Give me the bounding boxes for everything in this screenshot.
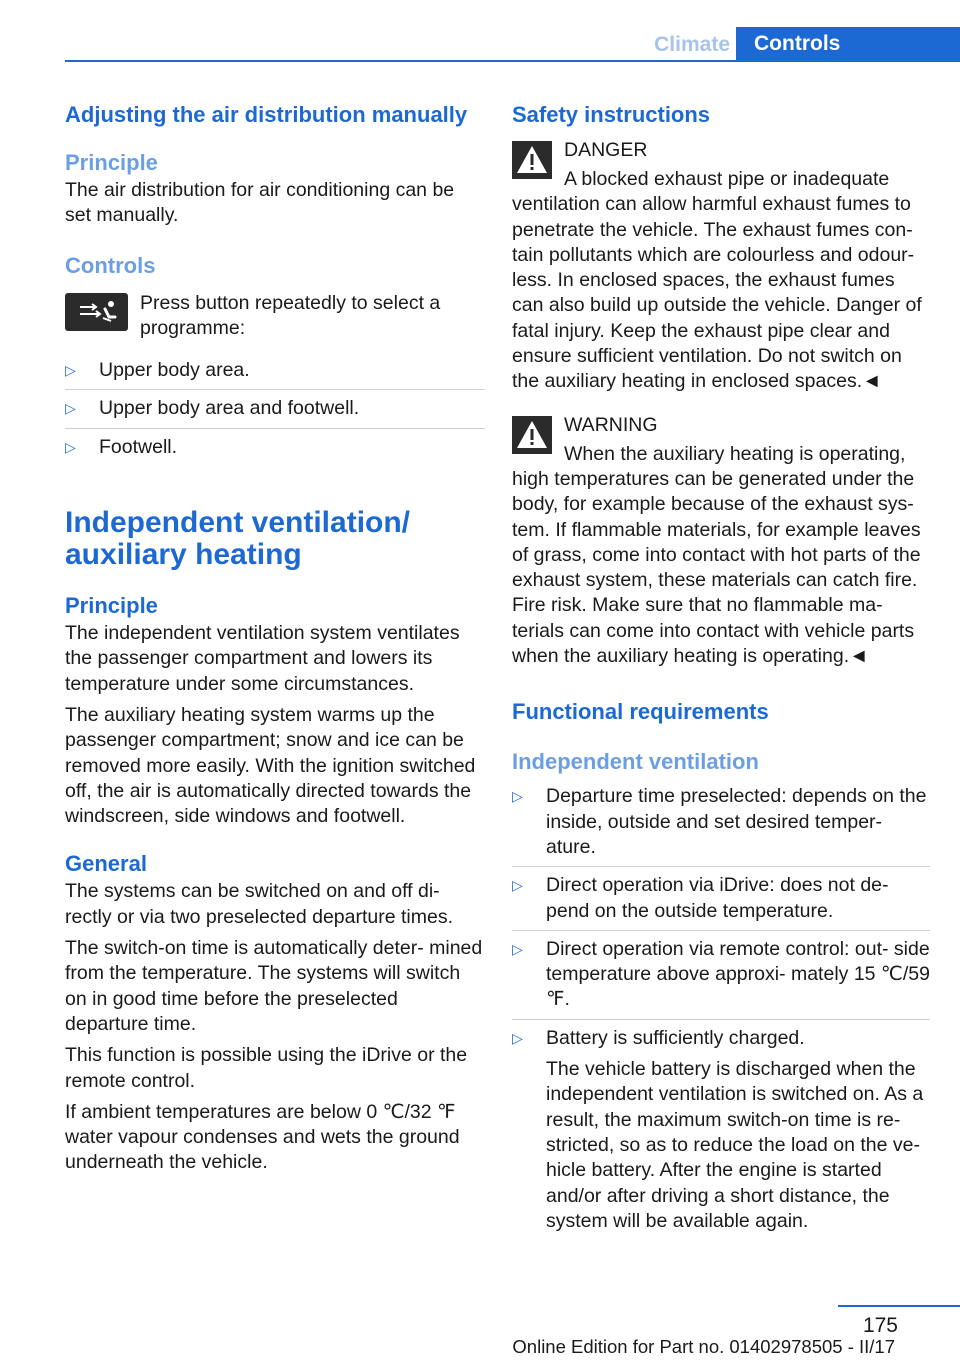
list-item: ▷ Footwell. [65, 428, 485, 463]
bullet-icon: ▷ [65, 438, 76, 455]
general-paragraph-1: The systems can be switched on and off di‐ rectly or via two preselected departure times. [65, 880, 454, 928]
left-column [65, 100, 485, 1176]
tab-controls[interactable]: Controls [736, 27, 960, 62]
battery-note: The vehicle battery is discharged when the independent ventilation is switched on. As a result, the maximum switch-on time is re‐ stricted, so as to reduce the load on the ve‐ hicle battery. After the engine is started and/or after driving a short distance, the system will be available again. [546, 1058, 924, 1232]
controls-heading: Controls [65, 252, 156, 278]
warning-label: WARNING [564, 413, 658, 436]
general-paragraph-4: If ambient temperatures are below 0 ℃/32 ℉ water vapour condenses and wets the ground underneath the vehicle. [65, 1100, 460, 1174]
general-paragraph-2: The switch-on time is automatically deter‐ mined from the temperature. The systems will switch on in good time before the preselected departure time. [65, 937, 483, 1035]
general-paragraph-3: This function is possible using the iDrive or the remote control. [65, 1044, 468, 1092]
section-title-manual-distribution: Adjusting the air distribution manually [65, 102, 468, 127]
air-distribution-icon [75, 299, 119, 325]
bullet-icon: ▷ [512, 1029, 523, 1046]
principle2-paragraph-1: The independent ventilation system ventilates the passenger compartment and lowers its temperature under some circumstances. [65, 622, 460, 695]
list-item: ▷ Departure time preselected: depends on the inside, outside and set desired temper‐ ature. [512, 781, 930, 863]
bullet-icon: ▷ [512, 877, 523, 894]
list-item: ▷ Direct operation via remote control: out‐ side temperature above approxi‐ mately 15 ℃/59 ℉. [512, 930, 930, 1016]
chapter-title: Independent ventilation/ auxiliary heating [65, 506, 411, 572]
edition-footer: Online Edition for Part no. 01402978505 - II/17 [512, 1336, 895, 1357]
principle-text: The air distribution for air conditioning can be set manually. [65, 179, 455, 227]
list-item: ▷ Direct operation via iDrive: does not de‐ pend on the outside temperature. [512, 866, 930, 927]
general-heading: General [65, 851, 147, 877]
programme-list [65, 355, 485, 463]
footer-rule [838, 1305, 960, 1307]
bullet-icon: ▷ [512, 788, 523, 805]
page-header [65, 0, 960, 62]
safety-heading: Safety instructions [512, 102, 711, 127]
list-item [512, 1019, 930, 1237]
controls-row [65, 291, 485, 342]
air-distribution-button [65, 293, 128, 331]
header-rule [65, 60, 960, 62]
bullet-icon: ▷ [65, 362, 76, 379]
independent-ventilation-heading: Independent ventilation [512, 749, 759, 775]
requirements-list [512, 781, 930, 1237]
list-item: ▷ Upper body area and footwell. [65, 389, 485, 424]
warning-text: When the auxiliary heating is operating, high temperatures can be generated under the body, for example because of the exhaust sys‐ tem. If flammable materials, for example leaves of grass, come into contact with hot parts of the exhaust system, these materials can catch fire. Fire risk. Make sure that no flammable ma‐ terials can come into contact with vehicle parts when the auxiliary heating is operating.◄ [512, 442, 921, 668]
battery-requirement: Battery is sufficiently charged. [546, 1026, 805, 1049]
list-item: ▷ Upper body area. [65, 355, 485, 386]
page-number: 175 [862, 1314, 898, 1337]
principle2-paragraph-2: The auxiliary heating system warms up the passenger compartment; snow and ice can be removed more easily. With the ignition switched off, the air is automatically directed towards the windscreen, side windows and footwell. [65, 703, 476, 828]
danger-label: DANGER [564, 139, 648, 161]
right-column [512, 100, 930, 1237]
bullet-icon: ▷ [65, 400, 76, 417]
warning-triangle-icon [512, 416, 552, 454]
controls-text: Press button repeatedly to select a programme: [140, 291, 441, 339]
bullet-icon: ▷ [512, 940, 523, 957]
principle-heading: Principle [65, 150, 158, 175]
warning-triangle-icon [512, 141, 552, 179]
danger-text: A blocked exhaust pipe or inadequate ventilation can allow harmful exhaust fumes to penetrate the vehicle. The exhaust fumes con‐ tain pollutants which are colourless and odour‐ less. In enclosed spaces, the exhaust fumes can also build up outside the vehicle. Danger of fatal injury. Keep the exhaust pipe clear and ensure sufficient ventilation. Do not switch on the auxiliary heating in enclosed spaces.◄ [512, 168, 922, 393]
principle2-heading: Principle [65, 593, 158, 619]
functional-requirements-heading: Functional requirements [512, 699, 769, 725]
tab-climate[interactable]: Climate [654, 33, 730, 56]
